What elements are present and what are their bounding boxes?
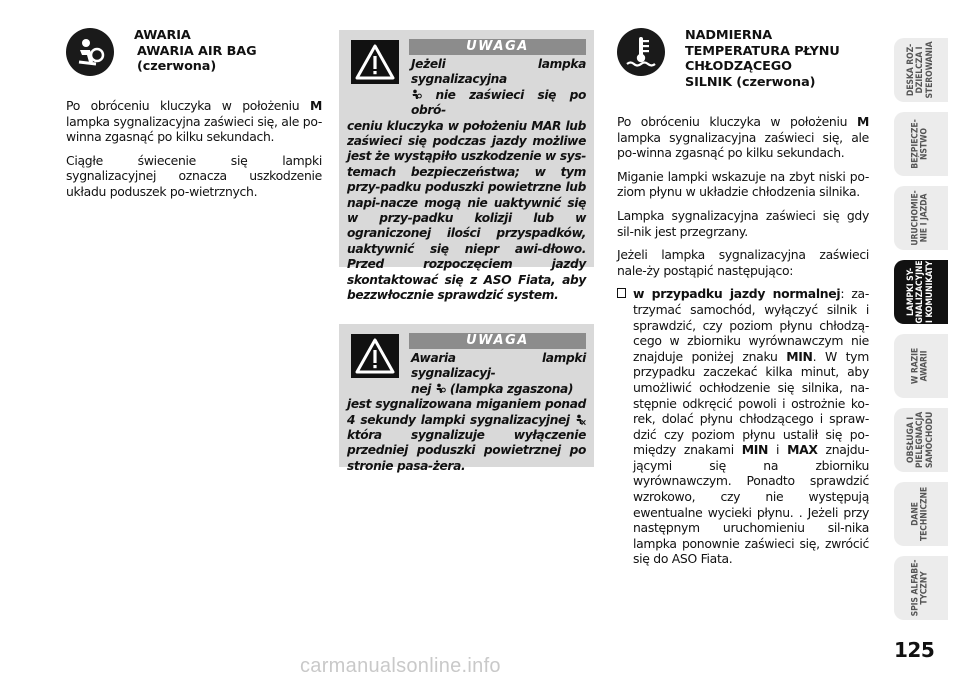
warning-box: [339, 324, 594, 473]
tab-label: SPIS ALFABE- TYCZNY: [910, 559, 930, 617]
airbag-icon: [435, 383, 446, 395]
tab-section[interactable]: [894, 334, 948, 398]
tab-section[interactable]: [894, 556, 948, 620]
coolant-heading-line: CHŁODZĄCEGO: [685, 59, 792, 75]
checkbox-bullet-icon: [617, 288, 626, 298]
airbag-heading-line: AWARIA: [134, 28, 191, 43]
airbag-heading-line: (czerwona): [137, 59, 217, 75]
tab-label: LAMPKI SY- GNALIZACYJNE I KOMUNIKATY: [905, 260, 935, 324]
airbag-heading-line: AWARIA AIR BAG: [137, 43, 257, 59]
tab-section[interactable]: [894, 112, 948, 176]
coolant-paragraph: Jeżeli lampka sygnalizacyjna zaświeci nale-ży postąpić następująco:: [617, 247, 869, 278]
coolant-body: [617, 114, 869, 567]
warning-label: UWAGA: [409, 333, 586, 349]
tab-label: URUCHOMIE- NIE I JAZDA: [910, 190, 930, 246]
airbag-paragraph: Ciągłe świecenie się lampki sygnalizacyjnej oznacza uszkodzenie układu poduszek po-wietrznych.: [66, 152, 322, 199]
passenger-airbag-off-icon: [575, 414, 586, 426]
tab-section[interactable]: [894, 482, 948, 546]
warning-label: UWAGA: [409, 39, 586, 55]
tab-section[interactable]: [894, 408, 948, 472]
tab-label: DESKA ROZ- DZIELCZA I STEROWANIA: [905, 41, 935, 99]
coolant-paragraph: Lampka sygnalizacyjna zaświeci się gdy sil-nik jest przegrzany.: [617, 207, 869, 239]
coolant-paragraph: Po obróceniu kluczyka w położeniu M lampka sygnalizacyjna zaświeci się, ale po-winna zgasnąć po kilku sekundach.: [617, 114, 869, 161]
coolant-heading-line: NADMIERNA: [685, 28, 773, 43]
tab-section[interactable]: [894, 38, 948, 102]
tab-label: DANE TECHNICZNE: [910, 486, 930, 542]
airbag-body: [66, 98, 322, 208]
tab-label: BEZPIECZE- ŃSTWO: [910, 119, 930, 169]
airbag-icon: [66, 28, 114, 76]
bullet-list: [617, 286, 869, 567]
watermark: carmanualsonline.info: [300, 655, 501, 677]
warning-text: Awaria lampki sygnalizacyj- nej (lampka zgaszona) jest sygnalizowana miganiem ponad 4 sekundy lampki sygnalizacyjnej która sygnalizuje wyłączenie przedniej poduszki powietrznej po stronie pasa-żera.: [347, 351, 586, 473]
coolant-temperature-icon: [617, 28, 665, 76]
tab-section[interactable]: [894, 260, 948, 324]
page-number: 125: [894, 638, 935, 662]
tab-section[interactable]: [894, 186, 948, 250]
coolant-heading: [685, 28, 840, 90]
coolant-paragraph: Miganie lampki wskazuje na zbyt niski po-ziom płynu w układzie chłodzenia silnika.: [617, 168, 869, 200]
tab-label: OBSŁUGA I PIELĘGNACJA SAMOCHODU: [905, 411, 935, 469]
airbag-heading: [134, 28, 256, 75]
warning-text: Jeżeli lampka sygnalizacyjna nie zaświeci się po obró- ceniu kluczyka w położeniu MAR lub zaświeci się podczas jazdy możliwe jest że wystąpiło uszkodzenie w sys-temach bezpieczeństwa; w tym przy-padku poduszki powietrzne lub napi-nacze mogą nie uaktywnić się w przy-padku kolizji lub w ograniczonej ilości przyspadków, uaktywnić się niepr awi-dłowo. Przed rozpoczęciem jazdy skontaktować się z ASO Fiata, aby bezzwłocznie sprawdzić system.: [347, 57, 586, 303]
list-item: w przypadku jazdy normalnej: za-trzymać samochód, wyłączyć silnik i sprawdzić, czy poziom płynu chłodzą-cego w zbiorniku wyrównawczym nie znajduje poniżej znaku MIN. W tym przypadku zaczekać kilka minut, aby umożliwić ochłodzenie się silnika, na-stępnie odkręcić powoli i ostrożnie ko-rek, dolać płynu chłodzącego i spraw-dzić czy poziom płynu ustalił się po-między znakami MIN i MAX znajdu-jącymi się na zbiorniku wyrównawczym. Ponadto sprawdzić wzrokowo, czy nie występują ewentualne wycieki płynu. . Jeżeli przy następnym uruchomieniu sil-nika lampka ponownie zaświeci się, zwrócić się do ASO Fiata.: [617, 286, 869, 567]
airbag-icon: [411, 89, 422, 101]
tab-label: W RAZIE AWARII: [910, 347, 930, 385]
coolant-heading-line: SILNIK (czerwona): [685, 74, 816, 90]
airbag-paragraph: Po obróceniu kluczyka w położeniu M lampka sygnalizacyjna zaświeci się, ale po-winna zgasnąć po kilku sekundach.: [66, 98, 322, 145]
coolant-heading-line: TEMPERATURA PŁYNU: [685, 43, 840, 59]
warning-box: [339, 30, 594, 303]
